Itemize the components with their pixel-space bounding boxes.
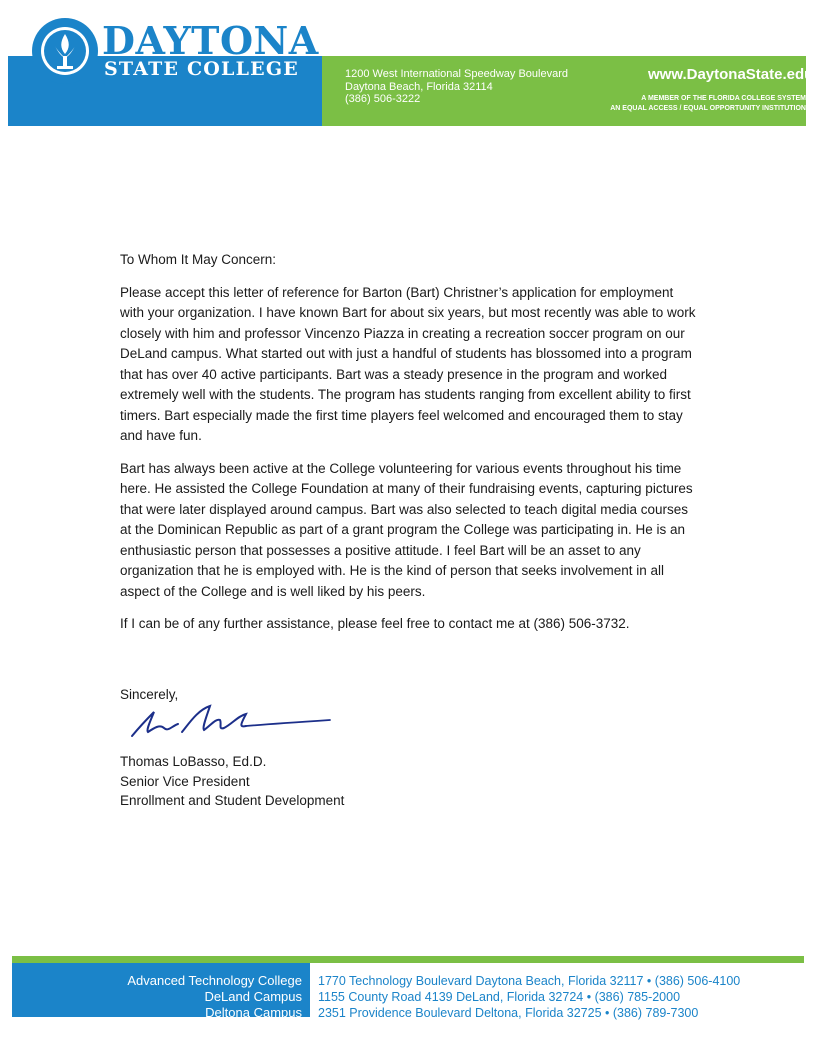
signer-title: Senior Vice President — [120, 773, 250, 789]
signer-department: Enrollment and Student Development — [120, 793, 345, 808]
campus-name: Deltona Campus — [205, 1005, 302, 1020]
paragraph-reference: Please accept this letter of reference for Barton (Bart) Christner’s application for employment with your organization. I have known Bart for about six years, but most recently was able to work closely with him and professor Vincenzo Piazza in creating a recreation soccer program on our DeLand campus. What started out with just a handful of students has blossomed into a program that has over 40 active participants. Bart was a steady presence in the program and worked extremely well with the students. The program has students ranging from excellent ability to first timers. Bart especially made the first time players feel welcomed and encouraged them to stay and have fun. — [120, 284, 696, 443]
salutation: To Whom It May Concern: — [120, 252, 277, 267]
signer-name: Thomas LoBasso, Ed.D. — [120, 754, 267, 769]
membership-statement — [597, 94, 806, 114]
campus-names — [12, 973, 302, 1021]
campus-address: 2351 Providence Boulevard Deltona, Florida 32725 • (386) 789-7300 — [318, 1006, 699, 1020]
college-address — [345, 68, 568, 106]
letter-body — [120, 250, 700, 647]
campus-addresses — [318, 973, 740, 1021]
handwritten-signature — [120, 694, 340, 744]
address-line: Daytona Beach, Florida 32114 — [345, 80, 493, 93]
address-line: 1200 West International Speedway Boulevard — [345, 68, 568, 80]
signer-block — [120, 752, 344, 811]
campus-address: 1770 Technology Boulevard Daytona Beach, Florida 32117 • (386) 506-4100 — [318, 974, 741, 988]
campus-name: DeLand Campus — [204, 989, 302, 1004]
closing: Sincerely, — [120, 687, 179, 702]
college-seal-logo — [30, 16, 100, 86]
campus-address: 1155 County Road 4139 DeLand, Florida 32724 • (386) 785-2000 — [318, 990, 681, 1004]
logo-wordmark: DAYTONA — [102, 18, 319, 63]
paragraph-contact: If I can be of any further assistance, please feel free to contact me at (386) 506-3732. — [120, 616, 630, 631]
paragraph-volunteering: Bart has always been active at the College volunteering for various events throughout his time here. He assisted the College Foundation at many of their fundraising events, capturing pictures that were later displayed around campus. Bart was also selected to teach digital media courses at the Dominican Republic as part of a grant program the College was participating in. He is an enthusiastic person that possesses a positive attitude. I feel Bart will be an asset to any organization that he is employed with. He is the kind of person that seeks involvement in all aspect of the College and is well liked by his peers. — [120, 460, 693, 599]
logo-subtitle: STATE COLLEGE — [104, 58, 299, 80]
address-phone: (386) 506-3222 — [345, 93, 421, 105]
equal-access-line: AN EQUAL ACCESS / EQUAL OPPORTUNITY INSTITUTION — [610, 105, 806, 112]
member-line: A MEMBER OF THE FLORIDA COLLEGE SYSTEM — [641, 95, 806, 102]
campus-name: Advanced Technology College — [127, 973, 302, 988]
footer-green-rule — [12, 956, 804, 963]
website-link[interactable]: www.DaytonaState.edu — [648, 66, 814, 83]
